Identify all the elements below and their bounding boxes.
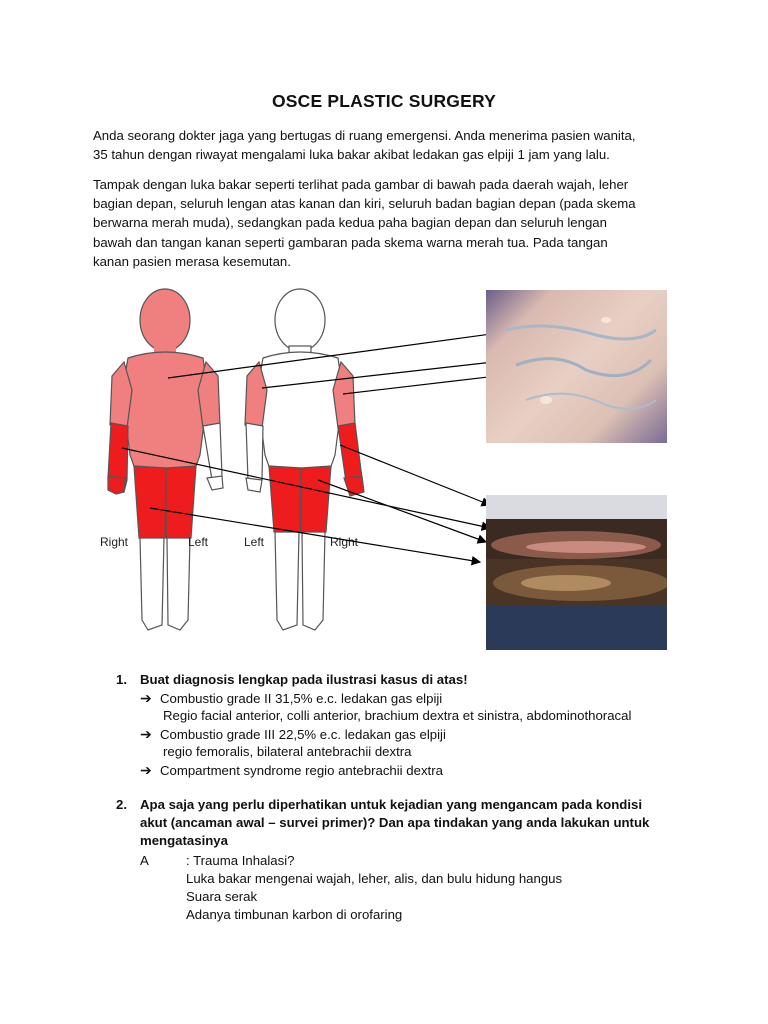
front-left-label: Left bbox=[188, 535, 209, 549]
answer-3-item bbox=[140, 761, 443, 780]
front-right-thigh bbox=[134, 466, 166, 538]
arrow-icon: ➔ bbox=[140, 726, 152, 742]
text-line: kanan pasien merasa kesemutan. bbox=[93, 253, 291, 269]
question-text bbox=[140, 796, 700, 850]
case-description-paragraph bbox=[93, 175, 693, 271]
text-line: Tampak dengan luka bakar seperti terlihat pada gambar di bawah pada daerah wajah, leher bbox=[93, 177, 629, 192]
arrow-icon: ➔ bbox=[140, 690, 152, 706]
answer-text: Combustio grade III 22,5% e.c. ledakan gas elpiji bbox=[160, 727, 446, 742]
text-line: bawah dan tangan kanan seperti gambaran pada skema warna merah tua. Pada tangan bbox=[93, 234, 608, 250]
back-left-thigh bbox=[269, 466, 301, 532]
text-line: bagian depan, seluruh lengan atas kanan dan kiri, seluruh badan bagian depan (pada skema bbox=[93, 196, 636, 212]
front-left-thigh bbox=[166, 466, 196, 538]
answer-2-item bbox=[140, 725, 446, 744]
answer-1-item bbox=[140, 689, 442, 708]
front-left-lower-leg bbox=[167, 538, 190, 630]
arrow-back-thigh bbox=[318, 480, 486, 542]
page-title: OSCE PLASTIC SURGERY bbox=[271, 91, 497, 111]
front-left-forearm bbox=[203, 423, 222, 480]
answer-a-label: A bbox=[140, 853, 149, 868]
answer-a-point: Luka bakar mengenai wajah, leher, alis, dan bulu hidung hangus bbox=[186, 871, 563, 886]
back-left-hand bbox=[246, 478, 262, 492]
answer-a-point: Adanya timbunan karbon di orofaring bbox=[186, 907, 403, 922]
front-right-hand bbox=[108, 476, 125, 494]
text-line: Apa saja yang perlu diperhatikan untuk kejadian yang mengancam pada kondisi bbox=[140, 797, 642, 812]
front-right-lower-leg bbox=[140, 538, 164, 630]
back-body-diagram bbox=[245, 289, 364, 630]
text-line: 35 tahun dengan riwayat mengalami luka bakar akibat ledakan gas elpiji 1 jam yang lalu. bbox=[93, 147, 610, 163]
back-right-lower-leg bbox=[302, 532, 325, 630]
question-number: 1. bbox=[116, 672, 127, 687]
chest-photo-texture bbox=[486, 290, 667, 443]
arm-photo-texture bbox=[486, 495, 667, 650]
front-right-label: Right bbox=[100, 535, 129, 549]
back-right-label: Right bbox=[330, 535, 359, 549]
text-line: Anda seorang dokter jaga yang bertugas di ruang emergensi. Anda menerima pasien wanita, bbox=[93, 128, 636, 143]
question-number: 2. bbox=[116, 797, 127, 812]
back-left-forearm bbox=[246, 423, 263, 480]
answer-1-detail: Regio facial anterior, colli anterior, brachium dextra et sinistra, abdominothoracal bbox=[163, 708, 632, 723]
answer-2-detail: regio femoralis, bilateral antebrachii dextra bbox=[163, 744, 412, 759]
back-right-thigh bbox=[301, 466, 331, 532]
front-head bbox=[140, 289, 190, 351]
back-left-label: Left bbox=[244, 535, 265, 549]
back-left-lower-leg bbox=[275, 532, 299, 630]
back-head bbox=[275, 289, 325, 351]
text-line: mengatasinya bbox=[140, 833, 228, 848]
burn-figure bbox=[0, 280, 768, 660]
question-text: Buat diagnosis lengkap pada ilustrasi kasus di atas! bbox=[140, 672, 468, 687]
front-body-diagram bbox=[108, 289, 223, 630]
arrow-icon: ➔ bbox=[140, 762, 152, 778]
chest-burn-photo bbox=[486, 290, 667, 443]
answer-a-point: Suara serak bbox=[186, 889, 258, 904]
answer-a-heading: : Trauma Inhalasi? bbox=[186, 853, 295, 868]
case-intro-paragraph bbox=[93, 126, 693, 164]
answer-text: Compartment syndrome regio antebrachii dextra bbox=[160, 763, 443, 778]
front-torso bbox=[122, 352, 208, 472]
answer-text: Combustio grade II 31,5% e.c. ledakan gas elpiji bbox=[160, 691, 443, 706]
text-line: akut (ancaman awal – survei primer)? Dan apa tindakan yang anda lakukan untuk bbox=[140, 815, 650, 830]
text-line: berwarna merah muda), sedangkan pada kedua paha bagian depan dan seluruh lengan bbox=[93, 215, 607, 231]
front-left-hand bbox=[207, 476, 223, 490]
arm-burn-photo bbox=[486, 495, 667, 650]
back-torso bbox=[257, 352, 343, 472]
